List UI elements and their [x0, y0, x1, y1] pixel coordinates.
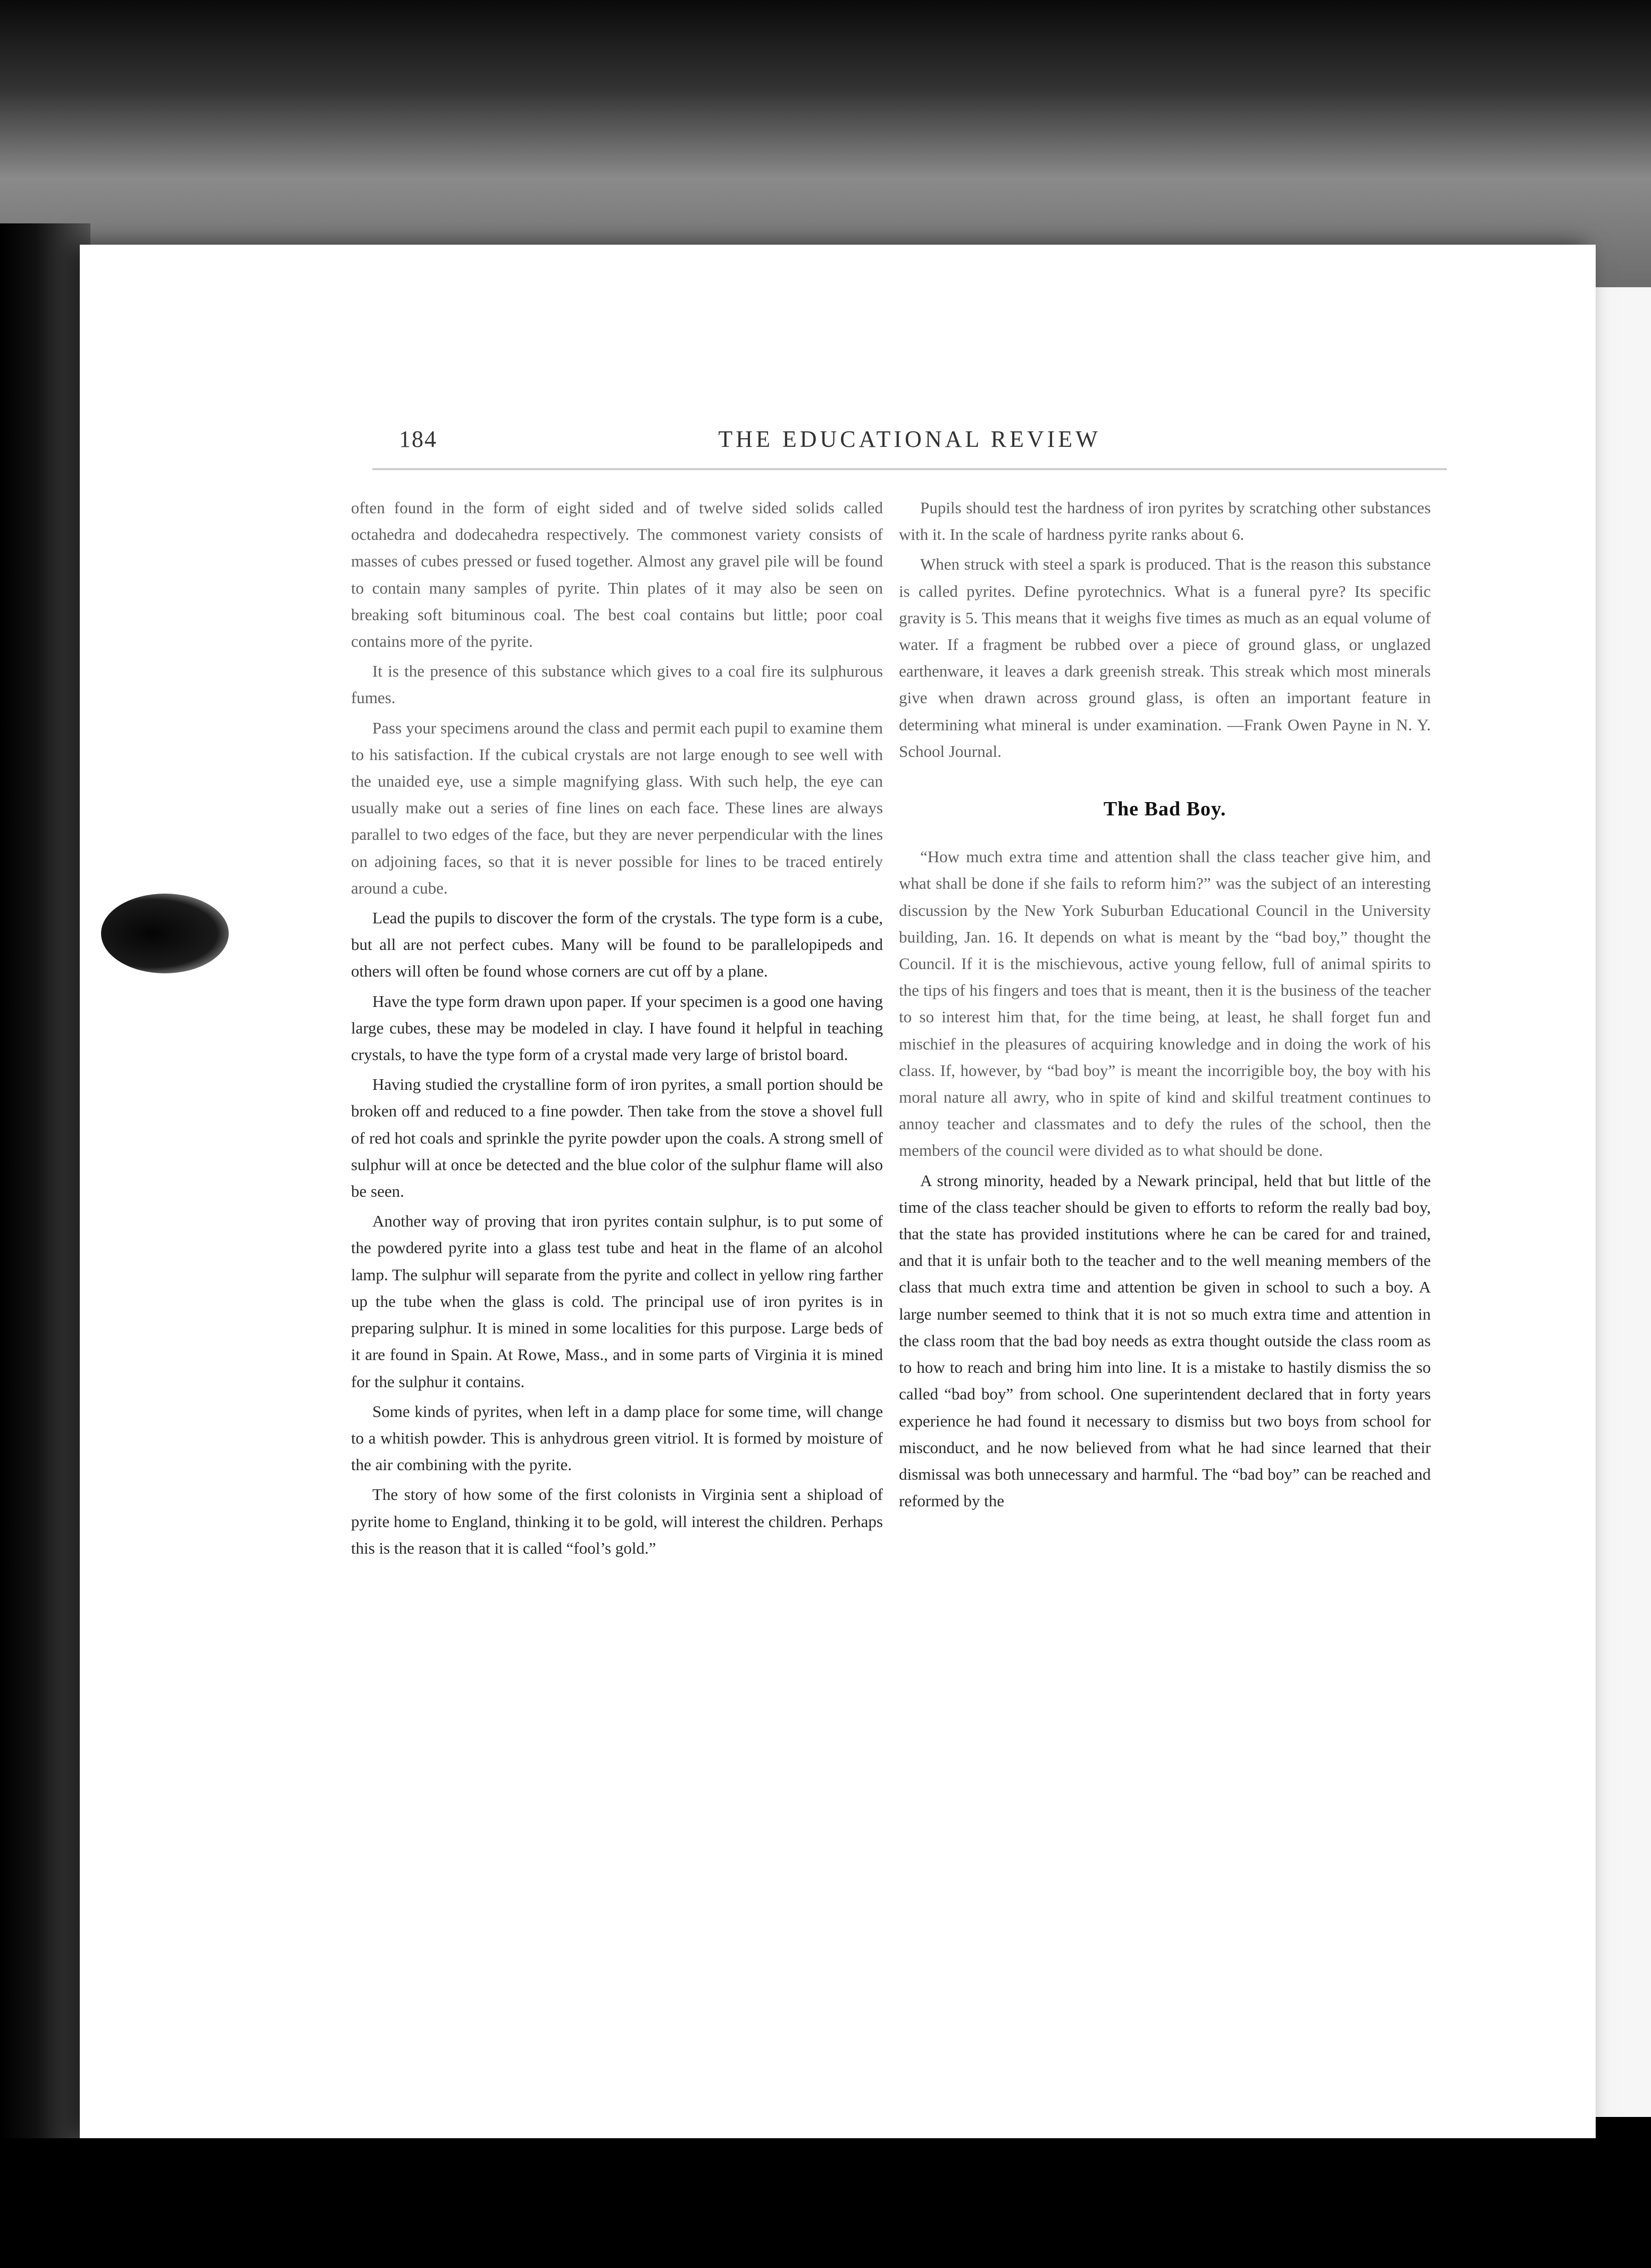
paragraph: Pupils should test the hardness of iron pyrites by scratching other substances with it. In the scale of hardness pyrite ranks about 6. — [899, 498, 1431, 544]
paragraph: Some kinds of pyrites, when left in a damp place for some time, will change to a whitish powder. This is anhydrous green vitriol. It is formed by moisture of the air combining with the pyrite. — [351, 1402, 883, 1474]
paragraph: A strong minority, headed by a Newark principal, held that but little of the time of the class teacher should be given to efforts to reform the really bad boy, that the state has provided institutions where he can be cared for and trained, and that it is unfair both to the teacher and to the well meaning members of the class that much extra time and attention be given in school to such a boy. A large number seemed to think that it is not so much extra time and attention in the class room that the bad boy needs as extra thought outside the class room as to how to reach and bring him into line. It is a mistake to hastily dismiss the so called “bad boy” from school. One superintendent declared that in forty years experience he had found it necessary to dismiss but two boys from school for misconduct, and he now believed from what he had since learned that their dismissal was both unnecessary and harmful. The “bad boy” can be reached and reformed by the — [899, 1171, 1431, 1511]
page-header — [372, 426, 1447, 463]
paragraph: It is the presence of this substance which gives to a coal fire its sulphurous fumes. — [351, 662, 883, 707]
article-title: The Bad Boy. — [1103, 798, 1227, 821]
paragraph: Having studied the crystalline form of iron pyrites, a small portion should be broken off and reduced to a fine powder. Then take from the stove a shovel full of red hot coals and sprinkle the pyrite powder upon the coals. A strong smell of sulphur will at once be detected and the blue color of the sulphur flame will also be seen. — [351, 1075, 883, 1201]
paragraph: Have the type form drawn upon paper. If your specimen is a good one having large cubes, these may be modeled in clay. I have found it helpful in teaching crystals, to have the type form of a crystal made very large of bristol board. — [351, 991, 883, 1064]
paragraph: Lead the pupils to discover the form of the crystals. The type form is a cube, but all are not perfect cubes. Many will be found to be parallelopipeds and others will often be found whose corners are cut off by a plane. — [351, 908, 883, 981]
adjacent-page-edge — [1588, 287, 1651, 2117]
header-rule — [372, 468, 1447, 470]
running-title: THE EDUCATIONAL REVIEW — [718, 426, 1101, 452]
paragraph: Another way of proving that iron pyrites contain sulphur, is to put some of the powdered pyrite into a glass test tube and heat in the flame of an alcohol lamp. The sulphur will separate from the pyrite and collect in yellow ring farther up the tube when the glass is cold. The principal use of iron pyrites is in preparing sulphur. It is mined in some localities for this purpose. Large beds of it are found in Spain. At Rowe, Mass., and in some parts of Virginia it is mined for the sulphur it contains. — [351, 1212, 883, 1391]
thumb-shadow — [101, 894, 229, 973]
paragraph: “How much extra time and attention shall the class teacher give him, and what shall be done if she fails to reform him?” was the subject of an interesting discussion by the New York Suburban Educational Council in the University building, Jan. 16. It depends on what is meant by the “bad boy,” thought the Council. If it is the mischievous, active young fellow, full of animal spirits to the tips of his fingers and toes that is meant, then it is the business of the teacher to so interest him that, for the time being, at least, he shall forget fun and mischief in the pleasures of acquiring knowledge and in doing the work of his class. If, however, by “bad boy” is meant the incorrigible boy, the boy with his moral nature all awry, who in spite of kind and skilful treatment continues to annoy teacher and classmates and to defy the rules of the school, then the members of the council were divided as to what should be done. — [899, 847, 1431, 1160]
left-column — [351, 495, 883, 1963]
right-column — [899, 495, 1431, 1984]
paragraph: Pass your specimens around the class and permit each pupil to examine them to his satisfaction. If the cubical crystals are not large enough to see well with the unaided eye, use a simple magnifying glass. With such help, the eye can usually make out a series of fine lines on each face. These lines are always parallel to two edges of the face, but they are never perpendicular with the lines on adjoining faces, so that it is never possible for lines to be traced entirely around a cube. — [351, 718, 883, 897]
page-number: 184 — [399, 426, 437, 452]
paragraph: The story of how some of the first colonists in Virginia sent a shipload of pyrite home to England, thinking it to be gold, will interest the children. Perhaps this is the reason that it is called “fool’s gold.” — [351, 1485, 883, 1557]
scan-background-left — [0, 223, 90, 2138]
paragraph: often found in the form of eight sided and of twelve sided solids called octahedra and dodecahedra respectively. The commonest variety consists of masses of cubes pressed or fused together. Almost any gravel pile will be found to contain many samples of pyrite. Thin plates of it may also be seen on breaking soft bituminous coal. The best coal contains but little; poor coal contains more of the pyrite. — [351, 498, 883, 651]
paragraph: When struck with steel a spark is produced. That is the reason this substance is called pyrites. Define pyrotechnics. What is a funeral pyre? Its specific gravity is 5. This means that it weighs five times as much as an equal volume of water. If a fragment be rubbed over a piece of ground glass, or unglazed earthenware, it leaves a dark greenish streak. This streak which most minerals give when drawn across ground glass, is often an important feature in determining what mineral is under examination. —Frank Owen Payne in N. Y. School Journal. — [899, 555, 1431, 761]
